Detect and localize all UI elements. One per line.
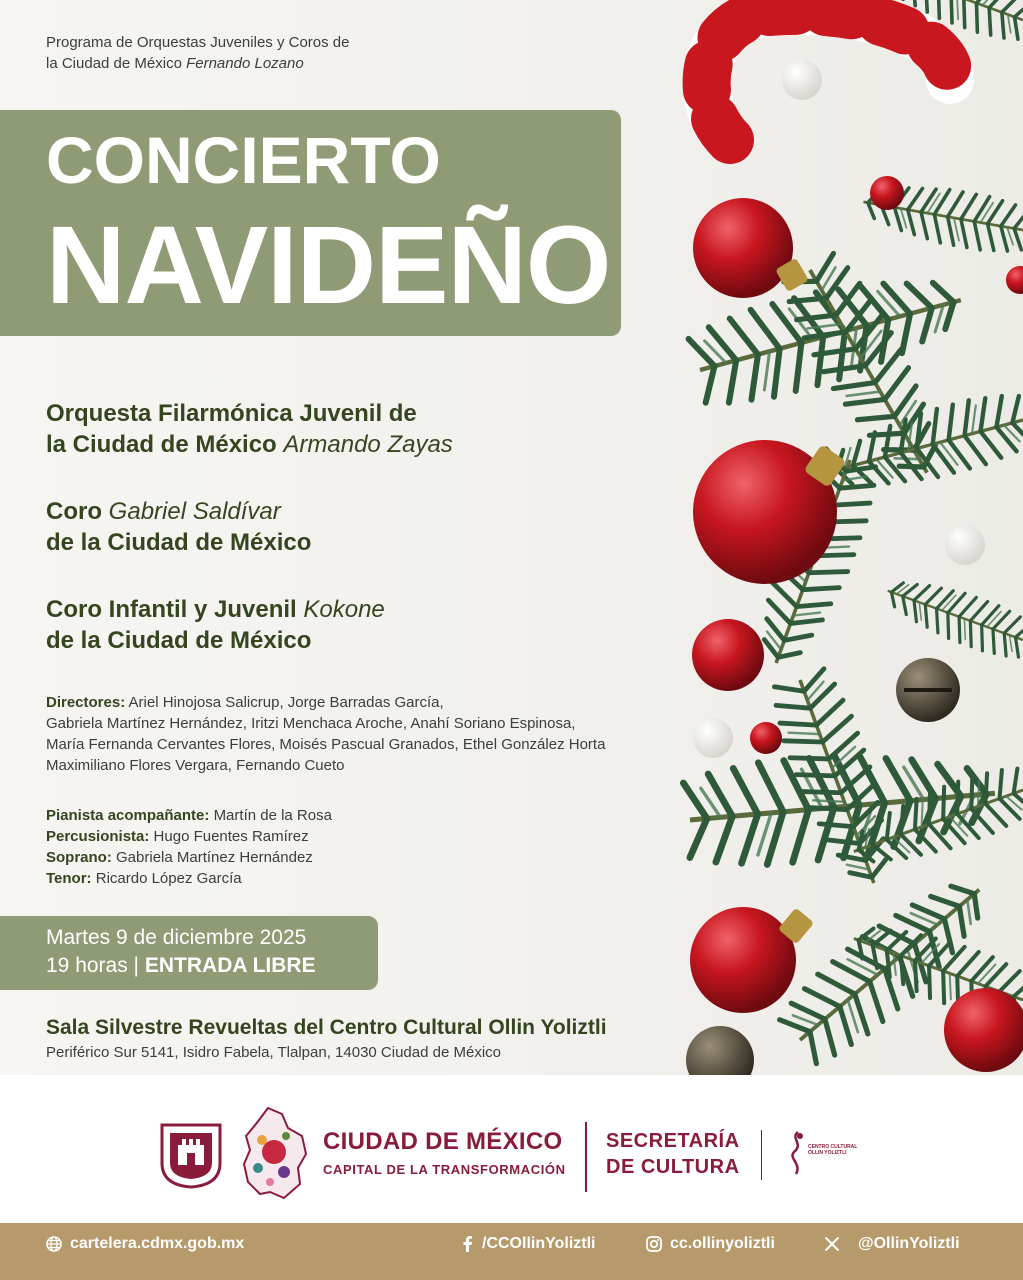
directors-line-2: Gabriela Martínez Hernández, Iritzi Menchaca Aroche, Anahí Soriano Espinosa, xyxy=(46,715,576,732)
facebook-text: /CCOllinYoliztli xyxy=(482,1235,596,1252)
group-orquesta xyxy=(46,398,453,460)
soloist-label: Percusionista: xyxy=(46,828,150,845)
secretaria-line-2: DE CULTURA xyxy=(606,1156,740,1178)
soloist-name: Gabriela Martínez Hernández xyxy=(116,849,313,866)
secretaria-line-1: SECRETARÍA xyxy=(606,1130,740,1152)
venue-address: Periférico Sur 5141, Isidro Fabela, Tlalpan, 14030 Ciudad de México xyxy=(46,1044,501,1061)
logo-divider xyxy=(585,1122,587,1192)
ollin-line-2: OLLIN YOLIZTLI xyxy=(808,1150,847,1156)
group-coro xyxy=(46,496,311,558)
group-coro-line-2: de la Ciudad de México xyxy=(46,529,312,556)
group-orquesta-line-2: la Ciudad de México xyxy=(46,431,277,458)
directors-line-3: María Fernanda Cervantes Flores, Moisés Pascual Granados, Ethel González Horta xyxy=(46,736,606,753)
cdmx-map-logo xyxy=(240,1106,310,1200)
ollin-line-1: CENTRO CULTURAL xyxy=(808,1144,858,1150)
facebook-link[interactable] xyxy=(460,1233,595,1255)
x-link[interactable] xyxy=(824,1233,960,1255)
group-orquesta-italic: Armando Zayas xyxy=(283,431,453,458)
title-navideno: NAVIDEÑO xyxy=(46,204,611,327)
soloists xyxy=(46,805,332,889)
instagram-text: cc.ollinyoliztli xyxy=(670,1235,775,1252)
instagram-link[interactable] xyxy=(646,1233,775,1255)
x-icon xyxy=(824,1236,840,1252)
ollin-yoliztli-logo-icon xyxy=(786,1128,808,1178)
soloist-label: Pianista acompañante: xyxy=(46,807,210,824)
directors-line-1: Ariel Hinojosa Salicrup, Jorge Barradas García, xyxy=(128,694,444,711)
group-coro-bold: Coro xyxy=(46,498,102,525)
program-line-2-italic: Fernando Lozano xyxy=(186,55,304,72)
group-orquesta-line-1: Orquesta Filarmónica Juvenil de xyxy=(46,400,417,427)
soloist-name: Ricardo López García xyxy=(95,870,242,887)
facebook-icon xyxy=(460,1235,474,1253)
program-line-1: Programa de Orquestas Juveniles y Coros de xyxy=(46,34,350,51)
program-title xyxy=(46,32,426,74)
venue-name: Sala Silvestre Revueltas del Centro Cultural Ollin Yoliztli xyxy=(46,1016,607,1039)
directors xyxy=(46,692,605,776)
directors-label: Directores: xyxy=(46,694,126,711)
soloist-name: Martín de la Rosa xyxy=(213,807,332,824)
cdmx-title: CIUDAD DE MÉXICO xyxy=(323,1128,563,1155)
group-coro-italic: Gabriel Saldívar xyxy=(108,498,281,525)
soloist-label: Soprano: xyxy=(46,849,112,866)
time-text: 19 horas | xyxy=(46,954,140,977)
logo-divider-2 xyxy=(761,1130,762,1180)
time-entry xyxy=(46,952,316,980)
group-coro-infantil-bold: Coro Infantil y Juvenil xyxy=(46,596,297,623)
cdmx-shield-logo xyxy=(160,1123,222,1189)
group-coro-infantil xyxy=(46,594,385,656)
website-link[interactable] xyxy=(46,1233,244,1255)
entry-text: ENTRADA LIBRE xyxy=(144,954,316,977)
directors-line-4: Maximiliano Flores Vergara, Fernando Cueto xyxy=(46,757,345,774)
date-text: Martes 9 de diciembre 2025 xyxy=(46,926,307,949)
cdmx-subtitle: CAPITAL DE LA TRANSFORMACIÓN xyxy=(323,1162,566,1177)
globe-icon xyxy=(46,1236,62,1252)
group-coro-infantil-italic: Kokone xyxy=(303,596,385,623)
soloist-label: Tenor: xyxy=(46,870,92,887)
ollin-yoliztli-logo-text xyxy=(808,1144,857,1156)
title-concierto: CONCIERTO xyxy=(46,123,441,197)
program-line-2: la Ciudad de México xyxy=(46,55,182,72)
x-text: @OllinYoliztli xyxy=(858,1235,960,1252)
instagram-icon xyxy=(646,1236,662,1252)
group-coro-infantil-line-2: de la Ciudad de México xyxy=(46,627,312,654)
christmas-decoration-illustration xyxy=(660,0,1023,1075)
website-text: cartelera.cdmx.gob.mx xyxy=(70,1235,245,1252)
soloist-name: Hugo Fuentes Ramírez xyxy=(153,828,309,845)
